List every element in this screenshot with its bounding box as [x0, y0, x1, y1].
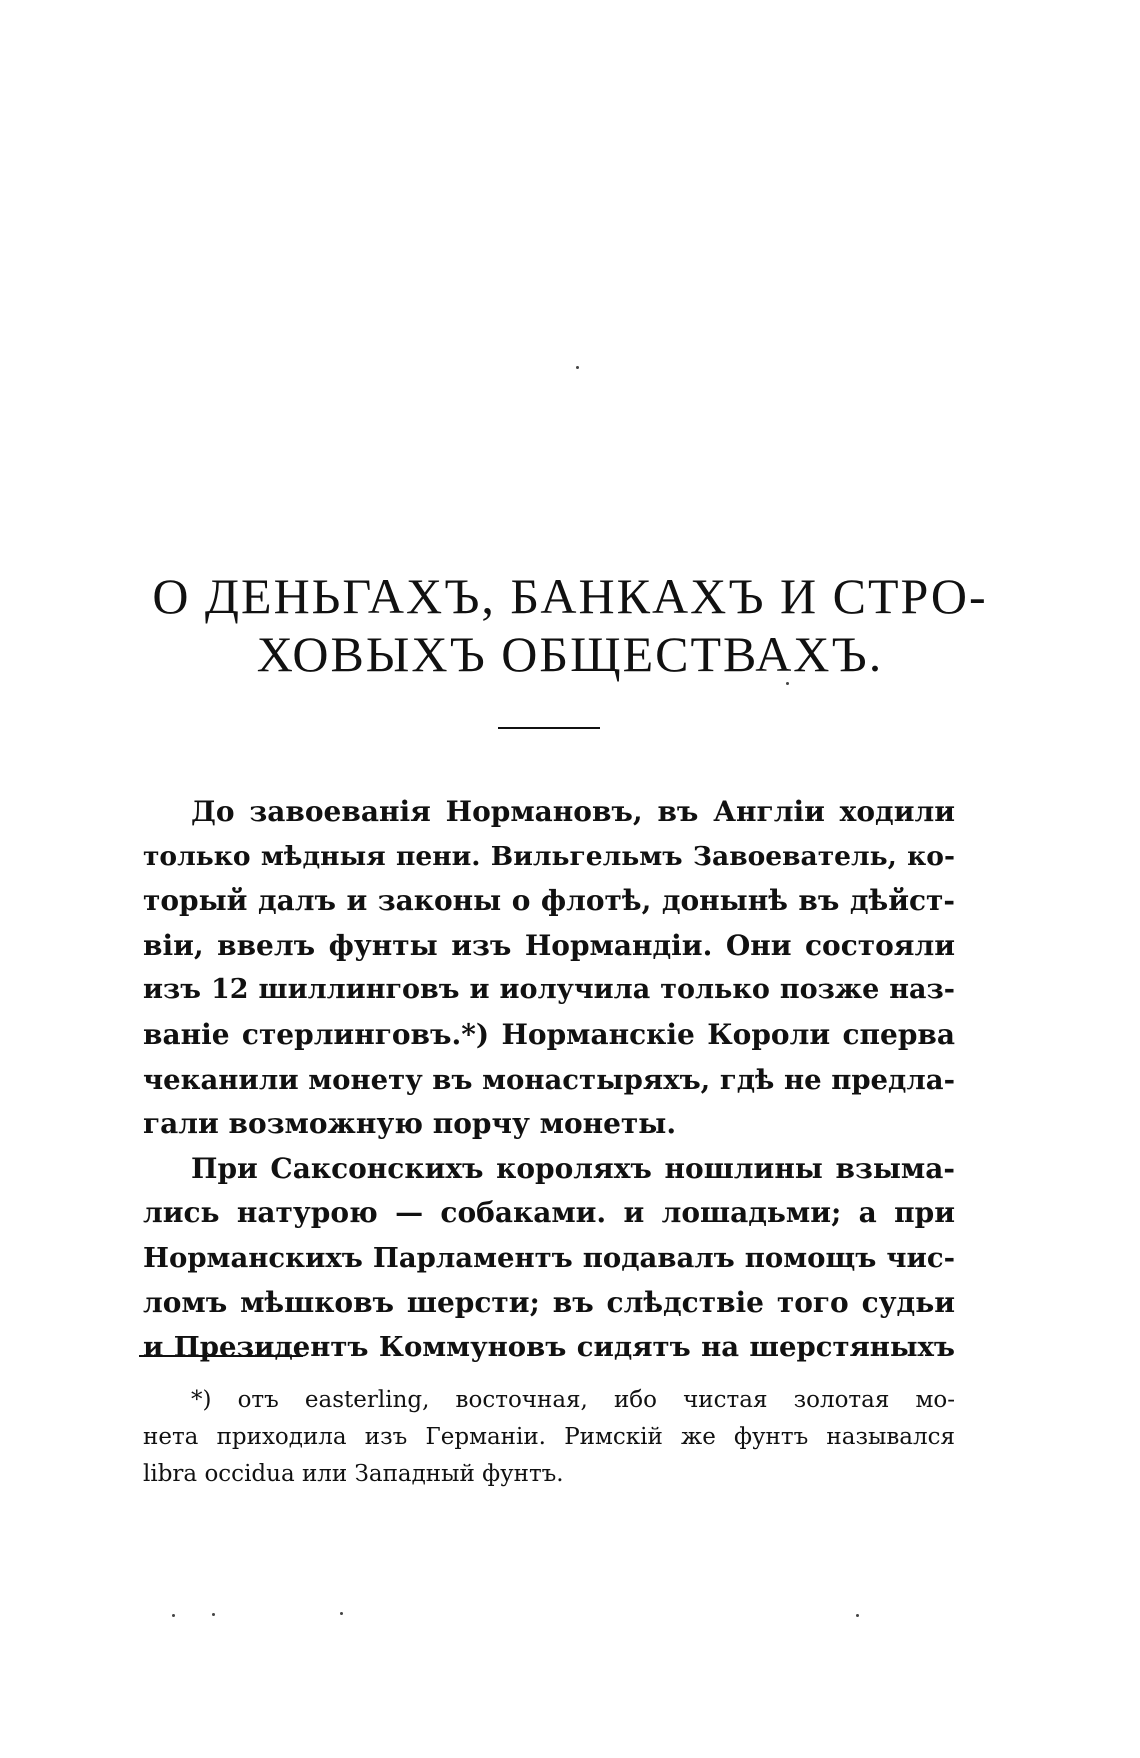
body-line: При Саксонскихъ короляхъ ношлины взыма- [191, 1151, 955, 1185]
chapter-title-line-2: ХОВЫХЪ ОБЩЕСТВАХЪ. [256, 626, 884, 682]
body-line: віи, ввелъ фунты изъ Нормандіи. Они состояли [143, 928, 955, 962]
footnote-line: нета приходила изъ Германіи. Римскій же фунтъ назывался [143, 1424, 955, 1450]
body-line: ломъ мѣшковъ шерсти; въ слѣдствіе того судьи [143, 1285, 955, 1319]
footnote-divider [139, 1355, 303, 1357]
body-text [143, 790, 955, 1370]
body-line: и Президентъ Коммуновъ сидятъ на шерстяныхъ [143, 1331, 955, 1364]
body-line: торый далъ и законы о флотѣ, донынѣ въ дѣйст- [143, 884, 955, 918]
body-line: До завоеванія Нормановъ, въ Англіи ходили [191, 795, 955, 828]
body-line: только мѣдныя пени. Вильгельмъ Завоеватель, ко- [143, 840, 955, 872]
body-line: гали возможную порчу монеты. [143, 1107, 677, 1141]
scan-speck [576, 366, 579, 369]
scan-speck [786, 682, 789, 685]
footnote-line: libra occidua или Западный фунтъ. [143, 1461, 564, 1487]
scan-speck [856, 1614, 859, 1617]
body-line: ваніе стерлинговъ.*) Норманскіе Короли сперва [143, 1017, 955, 1051]
body-line: изъ 12 шиллинговъ и иолучила только позже наз- [143, 974, 955, 1006]
scan-speck [172, 1614, 175, 1617]
title-divider [498, 727, 600, 729]
body-line: лись натурою — собаками. и лошадьми; а при [143, 1196, 955, 1230]
scan-speck [212, 1613, 215, 1616]
footnote-line: *) отъ easterling, восточная, ибо чистая золотая мо- [191, 1387, 955, 1413]
body-line: Норманскихъ Парламентъ подавалъ помощъ чис- [143, 1241, 955, 1274]
chapter-title-line-1: О ДЕНЬГАХЪ, БАНКАХЪ И СТРО- [152, 568, 988, 624]
chapter-title [100, 567, 1040, 683]
body-line: чеканили монету въ монастыряхъ, гдѣ не предла- [143, 1063, 955, 1096]
footnote [143, 1382, 955, 1493]
scan-speck [340, 1612, 343, 1615]
